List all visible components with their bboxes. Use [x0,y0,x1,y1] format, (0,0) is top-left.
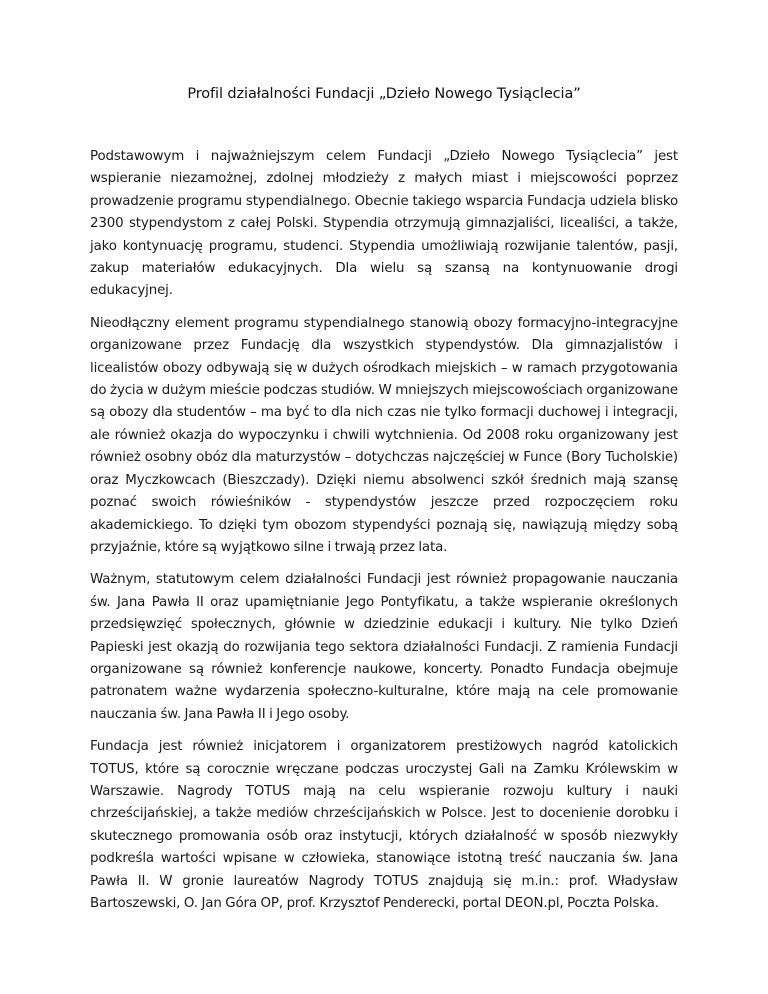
paragraph-scholarship-program: Podstawowym i najważniejszym celem Fundacji „Dzieło Nowego Tysiąclecia” jest wspieranie niezamożnej, zdolnej młodzieży z małych miast i miejscowości poprzez prowadzenie programu stypendialnego. Obecnie takiego wsparcia Fundacja udziela blisko 2300 stypendystom z całej Polski. Stypendia otrzymują gimnazjaliści, licealiści, a także, jako kontynuację programu, studenci. Stypendia umożliwiają rozwijanie talentów, pasji, zakup materiałów edukacyjnych. Dla wielu są szansą na kontynuowanie drogi edukacyjnej. [90,149,678,299]
paragraph-totus-awards: Fundacja jest również inicjatorem i organizatorem prestiżowych nagród katolickich TOTUS, które są corocznie wręczane podczas uroczystej Gali na Zamku Królewskim w Warszawie. Nagrody TOTUS mają na celu wspieranie rozwoju kultury i nauki chrześcijańskiej, a także mediów chrześcijańskich w Polsce. Jest to docenienie dorobku i skutecznego promowania osób oraz instytucji, których działalność w sposób niezwykły podkreśla wartości wpisane w człowieka, stanowiące istotną treść nauczania św. Jana Pawła II. W gronie laureatów Nagrody TOTUS znajdują się m.in.: prof. Władysław Bartoszewski, O. Jan Góra OP, prof. Krzysztof Penderecki, portal DEON.pl, Poczta Polska. [90,739,678,911]
paragraph-john-paul-teaching: Ważnym, statutowym celem działalności Fundacji jest również propagowanie nauczania św. Jana Pawła II oraz upamiętnianie Jego Pontyfikatu, a także wspieranie określonych przedsięwzięć społecznych, głównie w dziedzinie edukacji i kultury. Nie tylko Dzień Papieski jest okazją do rozwijania tego sektora działalności Fundacji. Z ramienia Fundacji organizowane są również konferencje naukowe, koncerty. Ponadto Fundacja obejmuje patronatem ważne wydarzenia społeczno-kulturalne, które mają na cele promowanie nauczania św. Jana Pawła II i Jego osoby. [90,572,678,722]
document-title: Profil działalności Fundacji „Dzieło Nowego Tysiąclecia” [187,86,581,102]
paragraph-formation-camps: Nieodłączny element programu stypendialnego stanowią obozy formacyjno-integracyjne organizowane przez Fundację dla wszystkich stypendystów. Dla gimnazjalistów i licealistów obozy odbywają się w dużych ośrodkach miejskich – w ramach przygotowania do życia w dużym mieście podczas studiów. W mniejszych miejscowościach organizowane są obozy dla studentów – ma być to dla nich czas nie tylko formacji duchowej i integracji, ale również okazja do wypoczynku i chwili wytchnienia. Od 2008 roku organizowany jest również osobny obóz dla maturzystów – dotychczas najczęściej w Funce (Bory Tucholskie) oraz Myczkowcach (Bieszczady). Dzięki niemu absolwenci szkół średnich mają szansę poznać swoich rówieśników - stypendystów jeszcze przed rozpoczęciem roku akademickiego. To dzięki tym obozom stypendyści poznają się, nawiązują między sobą przyjaźnie, które są wyjątkowo silne i trwają przez lata. [90,315,678,555]
